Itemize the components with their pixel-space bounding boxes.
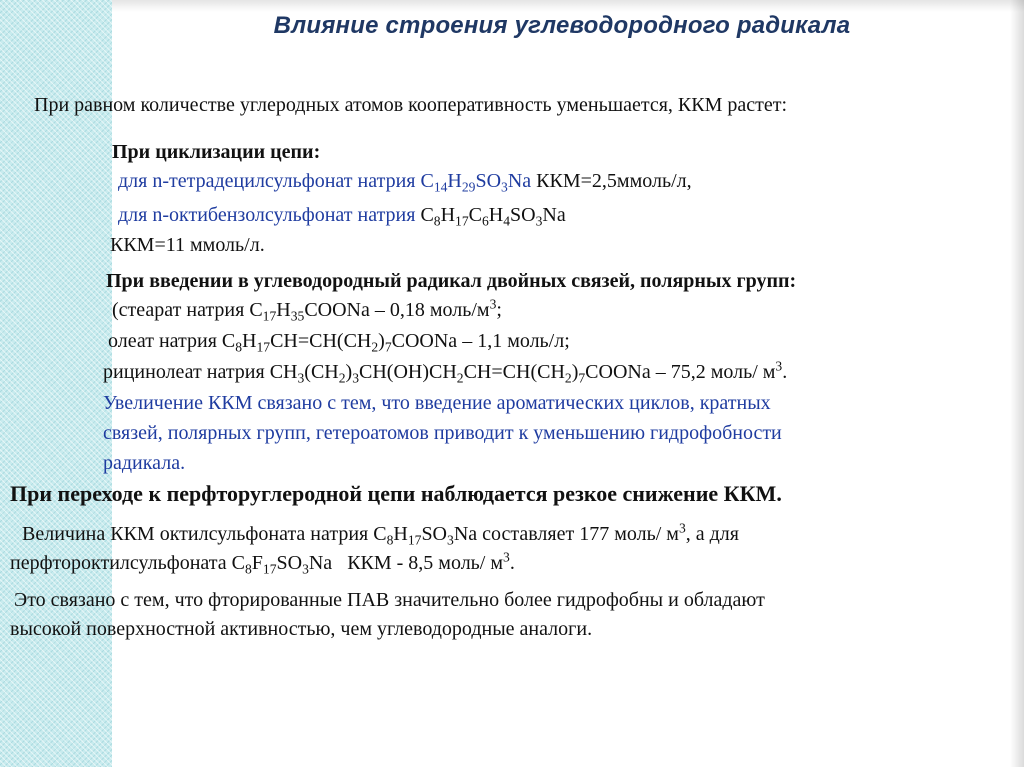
oleate-label: олеат натрия [108, 330, 217, 352]
conclusion-line-3: радикала. [103, 452, 186, 474]
perfluoro-p1-line-1: Величина ККМ октилсульфоната натрия $C_8H_{17}SO_3Na$ составляет 177 моль/ $м^3$, а для [22, 520, 739, 548]
intro-text: При равном количестве углеродных атомов кооперативность уменьшается, ККМ растет: [34, 94, 788, 116]
perfluoro-p1-ckm: ККМ - 8,5 моль/ м [347, 552, 504, 574]
cyclization-line-2-text: для n-октибензолсульфонат натрия [118, 204, 416, 226]
formula-tetradecyl-sulfonate: $C_{14}H_{29}SO_3Na$ [420, 170, 532, 195]
perfluoro-p2-line-2: высокой поверхностной активностью, чем углеводородные аналоги. [10, 618, 593, 640]
oleate-line [108, 326, 570, 356]
perfluoro-p1-suffix: , а для [685, 523, 739, 545]
double-bonds-heading: При введении в углеводородный радикал двойных связей, полярных групп: [106, 270, 797, 292]
cyclization-line-1-text: для n-тетрадецилсульфонат натрия [118, 170, 416, 192]
ricinoleate-line: рицинолеат натрия $CH_3(CH_2)_3CH(OH)CH_2CH=CH(CH_2)_7COONa - 75,2$ моль/ $м^3$. [103, 358, 788, 386]
perfluoro-p1-label: Величина ККМ октилсульфоната натрия [22, 523, 369, 545]
stearate-line: (стеарат натрия $C_{17}H_{35}COONa - 0,18$ моль/$м^3$; [112, 296, 502, 324]
conclusion-line-1: Увеличение ККМ связано с тем, что введение ароматических циклов, кратных [103, 392, 771, 414]
cyclization-heading: При циклизации цепи: [112, 141, 321, 163]
perfluoro-p2-line-1: Это связано с тем, что фторированные ПАВ значительно более гидрофобны и обладают [14, 589, 765, 611]
cyclization-line-2 [118, 200, 566, 230]
ricinoleate-value: – 75,2 моль/ м [655, 361, 776, 383]
stearate-value: – 0,18 моль/м [374, 299, 490, 321]
cyclization-line-1-ckm: ККМ=2,5ммоль/л, [536, 170, 692, 192]
perfluoro-p1-line-2: перфтороктилсульфоната $C_8F_{17}SO_3Na$ ККМ - 8,5 моль/ $м^3$. [10, 549, 515, 577]
page-top-shadow [112, 0, 1024, 12]
perfluoro-heading: При переходе к перфторуглеродной цепи наблюдается резкое снижение ККМ. [10, 481, 782, 506]
cyclization-line-3: ККМ=11 ммоль/л. [110, 234, 265, 256]
perfluoro-p1-value: составляет 177 моль/ м [482, 523, 679, 545]
slide-title: Влияние строения углеводородного радикала [273, 12, 851, 39]
formula-stearate: $C_{17}H_{35}COONa$ [249, 299, 370, 324]
perfluoro-p1-label-2: перфтороктилсульфоната [10, 552, 227, 574]
ricinoleate-label: рицинолеат натрия [103, 361, 265, 383]
page-right-shadow [1010, 0, 1024, 767]
formula-octyl-sulfonate: $C_8H_{17}SO_3Na$ [373, 523, 478, 548]
oleate-value: – 1,1 моль/л; [462, 330, 570, 352]
stearate-label: (стеарат натрия [112, 299, 245, 321]
formula-perfluorooctyl-sulfonate: $C_8F_{17}SO_3Na$ [231, 552, 333, 577]
formula-oleate: $C_8H_{17}CH=CH(CH_2)_7COONa$ [221, 330, 458, 355]
cyclization-line-1 [118, 166, 692, 196]
conclusion-line-2: связей, полярных групп, гетероатомов приводит к уменьшению гидрофобности [103, 422, 782, 444]
formula-ricinoleate: $CH_3(CH_2)_3CH(OH)CH_2CH=CH(CH_2)_7COONa$ [269, 361, 651, 386]
formula-octylbenzene-sulfonate: $C_8H_{17}C_6H_4SO_3Na$ [420, 204, 566, 229]
